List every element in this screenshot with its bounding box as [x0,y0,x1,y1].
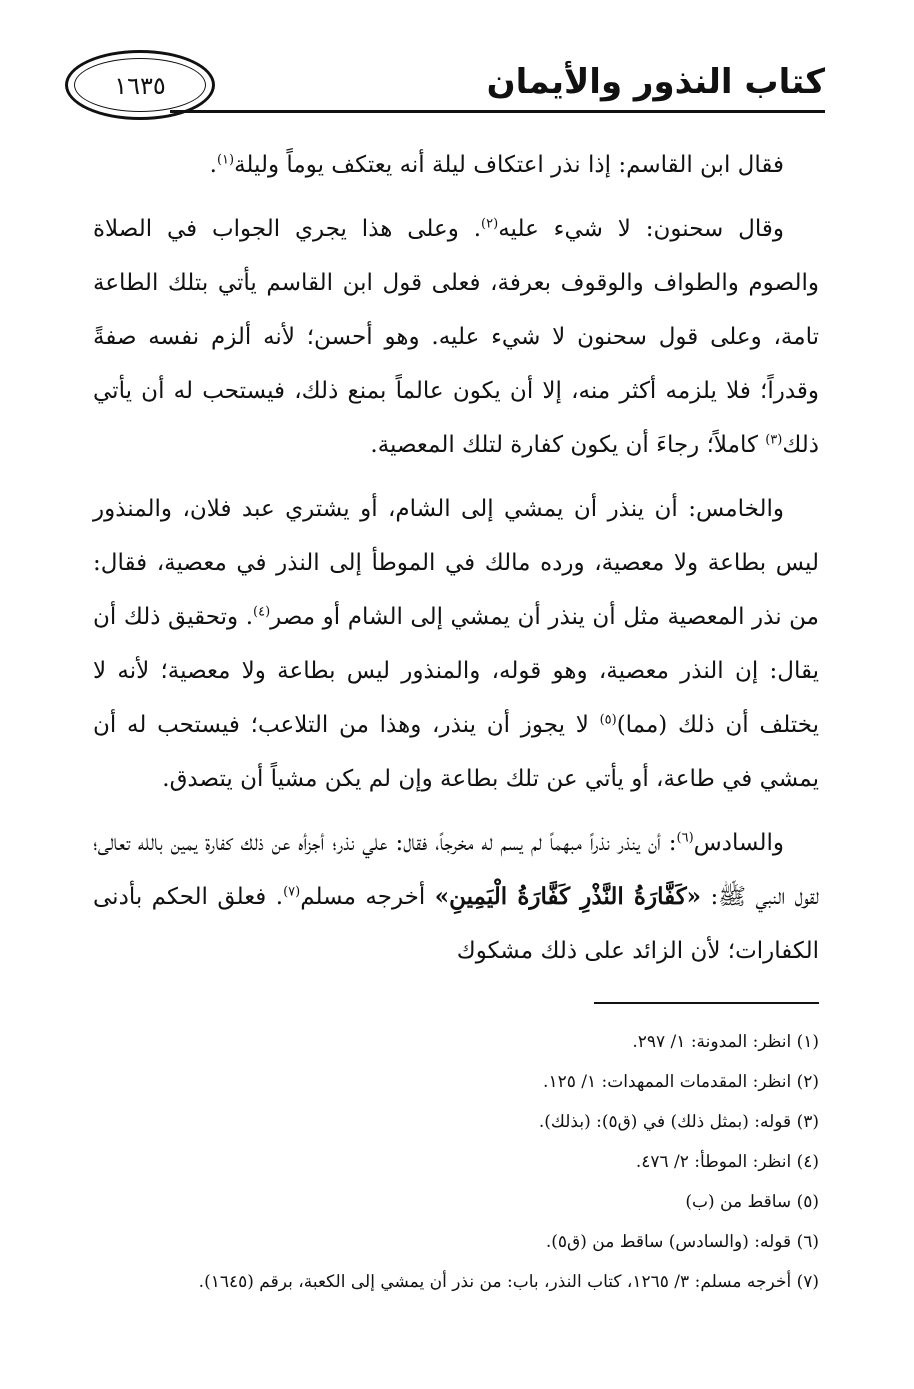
paragraph-1 [93,138,819,192]
main-text [93,138,819,988]
paragraph-2-text-b: . وعلى هذا يجري الجواب في الصلاة والصوم والطواف والوقوف بعرفة، فعلى قول ابن القاسم يأتي بتلك الطاعة تامة، وعلى قول سحنون لا شيء عليه. وهو أحسن؛ لأنه ألزم نفسه صفةً وقدراً؛ فلا يلزمه أكثر منه، إلا أن يكون عالماً بمنع ذلك، فيستحب له أن يأتي ذلك [93,216,819,458]
footnote-item: (٥) ساقط من (ب) [685,1192,819,1212]
paragraph-4-text-a: والسادس [693,830,784,856]
footnote-item: (١) انظر: المدونة: ١/ ٢٩٧. [632,1032,819,1052]
paragraph-1-end: . [209,152,217,178]
hadith-quote: «كَفَّارَةُ النَّذْرِ كَفَّارَةُ الْيَمِينِ» [434,883,702,910]
page-number: ١٦٣٥ [114,72,166,100]
footnote-ref-7: (٧) [283,884,301,900]
paragraph-1-text: فقال ابن القاسم: إذا نذر اعتكاف ليلة أنه يعتكف يوماً وليلة [234,152,784,178]
footnote-ref-4: (٤) [253,604,271,620]
paragraph-4-text-b: : أن ينذر نذراً مبهماً لم يسم له مخرجاً، فقال: علي نذر؛ أجزأه عن ذلك كفارة يمين بالله تعالى؛ لقول النبي ﷺ: [93,830,819,910]
paragraph-4-text-c: أخرجه مسلم [300,884,435,910]
footnote-item: (٣) قوله: (بمثل ذلك) في (ق٥): (بذلك). [538,1112,819,1132]
footnote-item: (٤) انظر: الموطأ: ٢/ ٤٧٦. [635,1152,819,1172]
footnote-item: (٦) قوله: (والسادس) ساقط من (ق٥). [545,1232,819,1252]
paragraph-2-text-c: كاملاً؛ رجاءَ أن يكون كفارة لتلك المعصية. [370,432,766,458]
footnote-ref-1: (١) [216,152,235,168]
page-header [55,44,825,124]
paragraph-3-text-b: . وتحقيق ذلك أن يقال: إن النذر معصية، وهو قوله، والمنذور ليس بطاعة ولا معصية؛ لأنه لا يختلف أن ذلك (مما) [93,604,819,738]
footnote-item: (٧) أخرجه مسلم: ٣/ ١٢٦٥، كتاب النذر، باب: من نذر أن يمشي إلى الكعبة، برقم (١٦٤٥). [198,1272,819,1292]
footnote-separator [594,1002,819,1004]
running-title: كتاب النذور والأيمان [486,62,825,102]
header-rule [170,110,825,113]
paragraph-3-text-a: والخامس: أن ينذر أن يمشي إلى الشام، أو يشتري عبد فلان، والمنذور ليس بطاعة ولا معصية، ورده مالك في الموطأ إلى النذر في معصية، فقال: من نذر المعصية مثل أن ينذر أن يمشي إلى الشام أو مصر [93,496,820,630]
footnote-item: (٢) انظر: المقدمات الممهدات: ١/ ١٢٥. [543,1072,819,1092]
footnote-ref-3: (٣) [765,432,783,448]
paragraph-4 [93,816,819,978]
footnotes-list [89,1022,819,1302]
paragraph-3 [93,482,819,806]
paragraph-2 [93,202,819,472]
paragraph-3-text-c: لا يجوز أن ينذر، وهذا من التلاعب؛ فيستحب له أن يمشي في طاعة، أو يأتي عن تلك بطاعة وإن لم يكن مشياً أن يتصدق. [93,712,819,792]
footnote-ref-5: (٥) [599,712,617,728]
footnote-ref-2: (٢) [481,216,499,232]
page-number-oval [65,50,215,120]
paragraph-2-text-a: وقال سحنون: لا شيء عليه [498,216,784,242]
footnote-ref-6: (٦) [676,830,694,846]
paragraph-4-text-d: . فعلق الحكم بأدنى الكفارات؛ لأن الزائد على ذلك مشكوك [93,884,819,964]
